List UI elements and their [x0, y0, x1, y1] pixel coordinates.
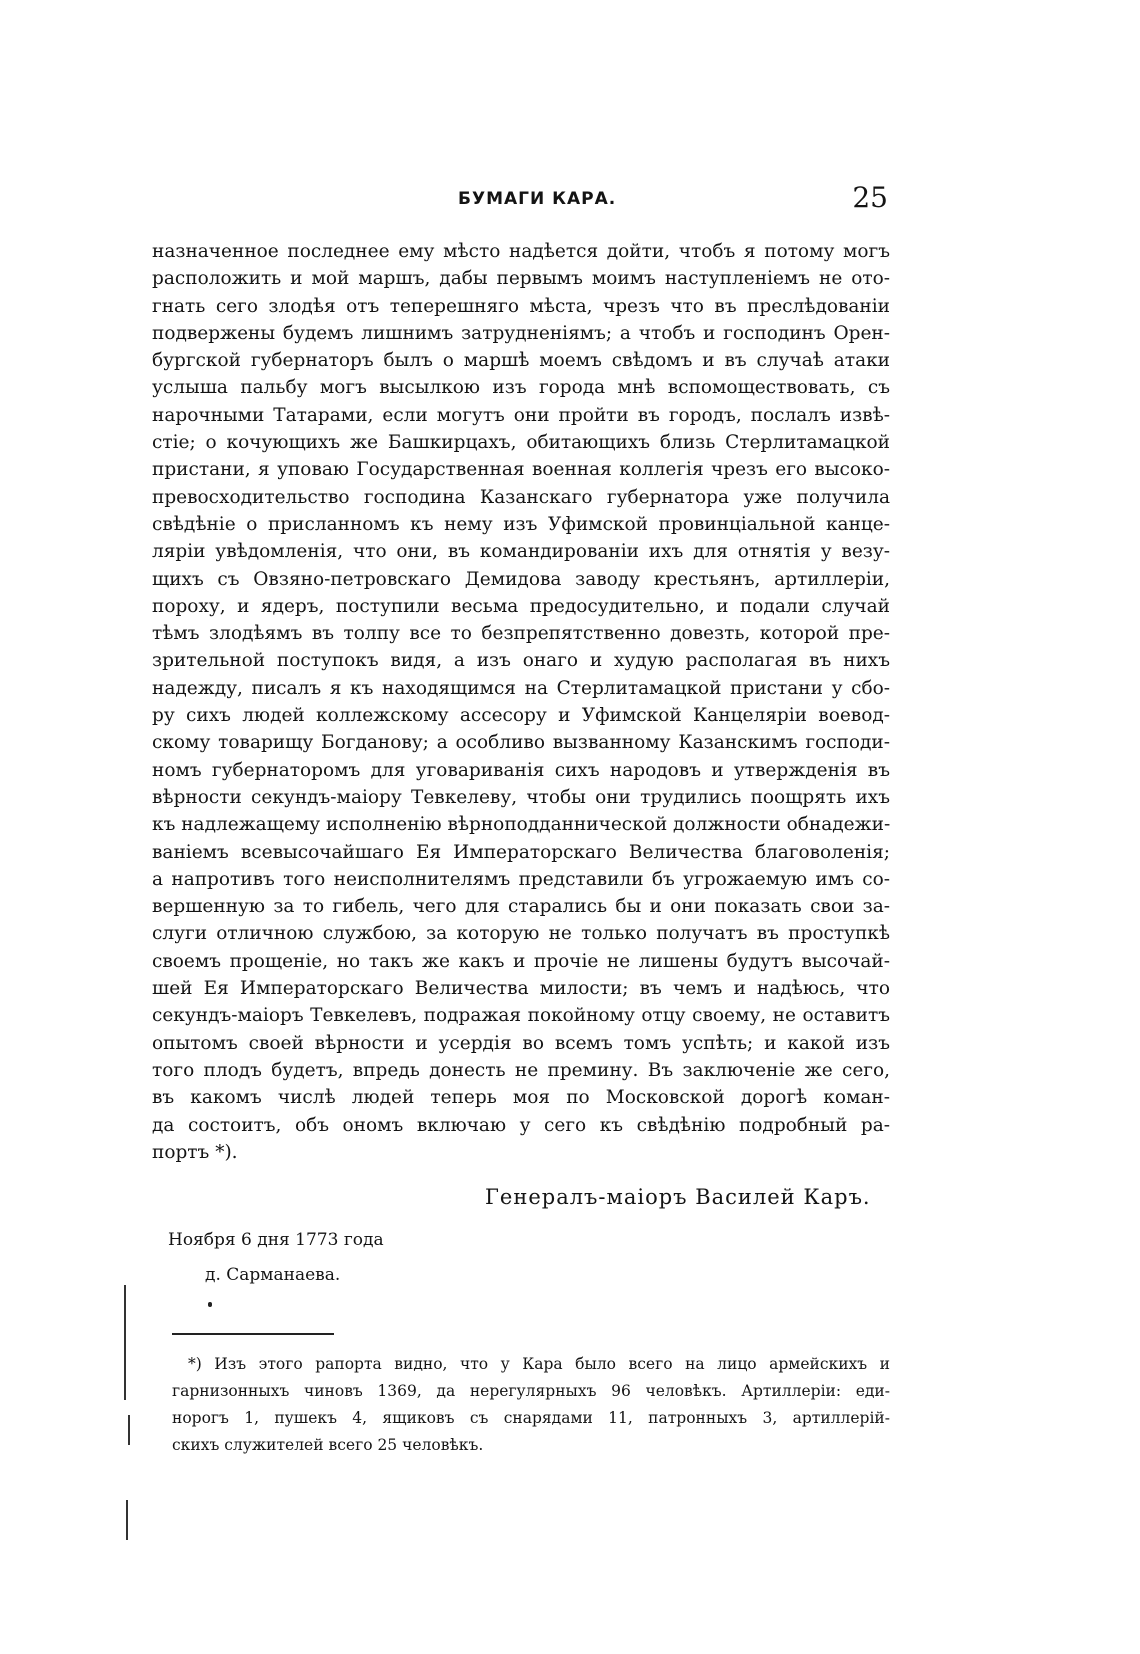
body-line: расположить и мой маршъ, дабы первымъ моимъ наступленіемъ не ото-	[152, 268, 890, 290]
body-line: скому товарищу Богданову; а особливо вызванному Казанскимъ господи-	[152, 732, 890, 754]
body-line: ляріи увѣдомленія, что они, въ командированіи ихъ для отнятія у везу-	[152, 541, 890, 563]
body-line: нарочными Татарами, если могутъ они пройти въ городъ, послалъ извѣ-	[152, 404, 890, 426]
body-line: ваніемъ всевысочайшаго Ея Императорскаго Величества благоволенія;	[152, 841, 890, 863]
body-line: подвержены будемъ лишнимъ затрудненіямъ; а чтобъ и господинъ Орен-	[152, 322, 890, 344]
body-line: слуги отличною службою, за которую не только получатъ въ проступкѣ	[152, 923, 890, 945]
footnote-line: гарнизонныхъ чиновъ 1369, да нерегулярныхъ 96 человѣкъ. Артиллеріи: еди-	[172, 1382, 890, 1400]
body-line: бургской губернаторъ былъ о маршѣ моемъ свѣдомъ и въ случаѣ атаки	[152, 350, 890, 372]
place-line: д. Сарманаева.	[205, 1265, 341, 1285]
running-header	[168, 183, 888, 219]
footnote-line: норогъ 1, пушекъ 4, ящиковъ съ снарядами 11, патронныхъ 3, артиллерій-	[172, 1409, 890, 1427]
footnote-divider	[172, 1333, 334, 1335]
body-line: гнать сего злодѣя отъ теперешняго мѣста, чрезъ что въ преслѣдованіи	[152, 295, 890, 317]
body-line: въ какомъ числѣ людей теперь моя по Московской дорогѣ коман-	[152, 1087, 890, 1109]
body-line: свѣдѣніе о присланномъ къ нему изъ Уфимской провинціальной канце-	[152, 513, 890, 535]
body-text	[152, 238, 890, 1166]
body-line: назначенное последнее ему мѣсто надѣется дойти, чтобъ я потому могъ	[152, 241, 890, 262]
body-line: того плодъ будетъ, впредь донесть не премину. Въ заключеніе же сего,	[152, 1059, 890, 1081]
body-line: номъ губернаторомъ для уговариванія сихъ народовъ и утвержденія въ	[152, 759, 890, 781]
scan-margin-line	[128, 1415, 130, 1445]
page-number: 25	[852, 181, 888, 214]
body-line: зрительной поступокъ видя, а изъ онаго и худую располагая въ нихъ	[152, 650, 890, 672]
footnotes	[172, 1351, 890, 1459]
body-line: тѣмъ злодѣямъ въ толпу все то безпрепятственно довезть, которой пре-	[152, 623, 890, 645]
body-line: да состоитъ, объ ономъ включаю у сего къ свѣдѣнію подробный ра-	[152, 1114, 890, 1136]
body-line: а напротивъ того неисполнителямъ представили бъ угрожаемую имъ со-	[152, 868, 890, 890]
signature: Генералъ-маіоръ Василей Каръ.	[485, 1185, 871, 1209]
scan-margin-line	[126, 1500, 128, 1540]
footnote-line: скихъ служителей всего 25 человѣкъ.	[172, 1436, 484, 1454]
footnote-line: *) Изъ этого рапорта видно, что у Кара было всего на лицо армейскихъ и	[188, 1355, 890, 1373]
scan-margin-line	[124, 1285, 126, 1400]
body-line: щихъ съ Овзяно-петровскаго Демидова заводу крестьянъ, артиллеріи,	[152, 568, 890, 590]
body-line: секундъ-маіоръ Тевкелевъ, подражая покойному отцу своему, не оставитъ	[152, 1005, 890, 1027]
body-line: надежду, писалъ я къ находящимся на Стерлитамацкой пристани у сбо-	[152, 677, 890, 699]
body-line: превосходительство господина Казанскаго губернатора уже получила	[152, 486, 890, 508]
body-line: стіе; о кочующихъ же Башкирцахъ, обитающихъ близь Стерлитамацкой	[152, 432, 890, 454]
body-line: портъ *).	[152, 1141, 238, 1163]
body-line: къ надлежащему исполненію вѣрноподданнической должности обнадежи-	[152, 814, 890, 836]
body-line: вѣрности секундъ-маіору Тевкелеву, чтобы они трудились поощрять ихъ	[152, 786, 890, 808]
running-title: БУМАГИ КАРА.	[458, 189, 617, 209]
body-line: услыша пальбу могъ высылкою изъ города мнѣ вспомоществовать, съ	[152, 377, 890, 399]
date-line: Ноября 6 дня 1773 года	[168, 1230, 384, 1250]
stray-dot-mark	[208, 1302, 212, 1307]
body-line: ру сихъ людей коллежскому ассесору и Уфимской Канцеляріи воевод-	[152, 705, 890, 727]
body-line: шей Ея Императорскаго Величества милости; въ чемъ и надѣюсь, что	[152, 978, 890, 1000]
body-line: пороху, и ядеръ, поступили весьма предосудительно, и подали случай	[152, 595, 890, 617]
body-line: пристани, я уповаю Государственная военная коллегія чрезъ его высоко-	[152, 459, 890, 481]
body-line: своемъ прощеніе, но такъ же какъ и прочіе не лишены будутъ высочай-	[152, 950, 890, 972]
body-line: вершенную за то гибель, чего для старались бы и они показать свои за-	[152, 896, 890, 918]
body-line: опытомъ своей вѣрности и усердія во всемъ томъ успѣть; и какой изъ	[152, 1032, 890, 1054]
